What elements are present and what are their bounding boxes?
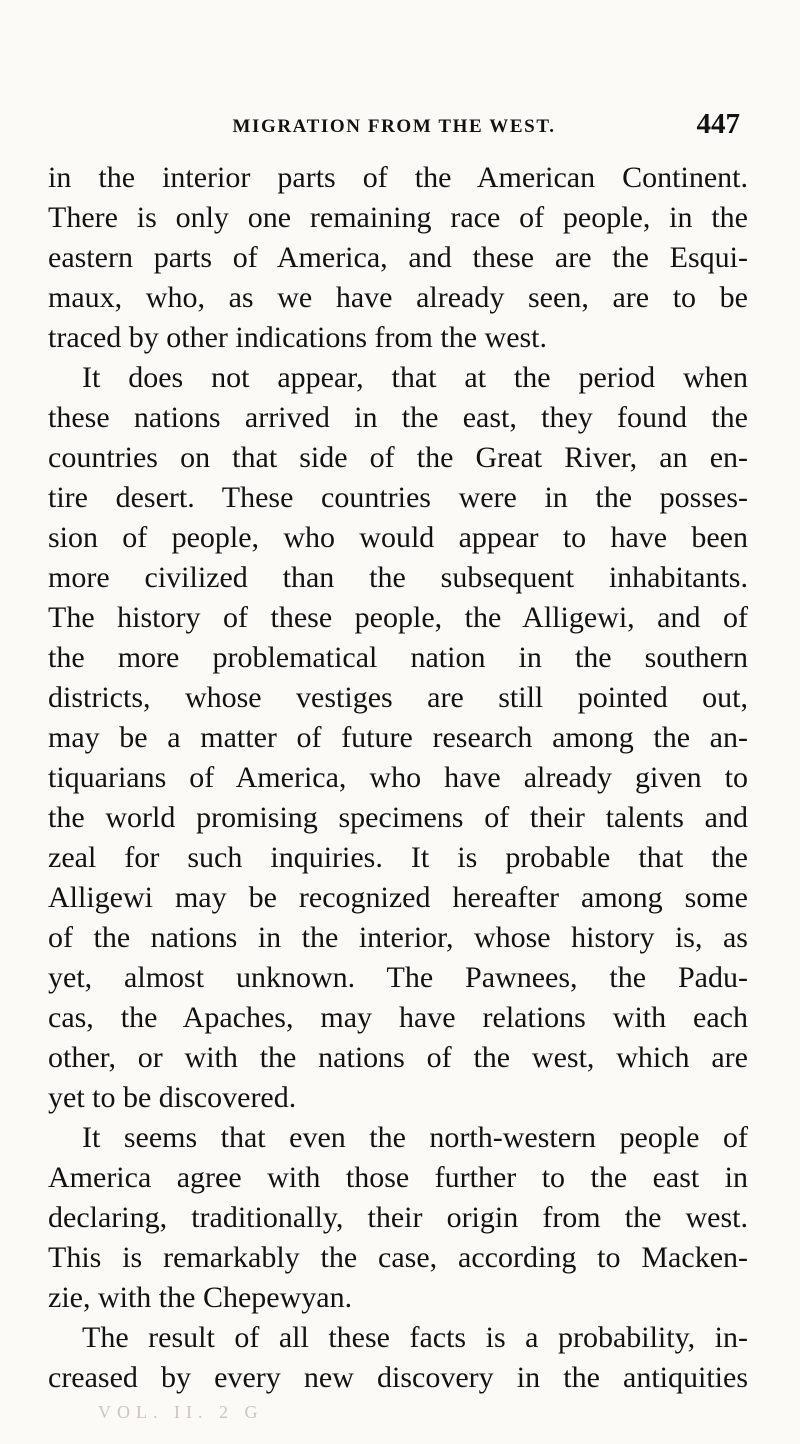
text-line: yet to be discovered. [48,1081,297,1114]
text-line: countries on that side of the Great River, an en- [48,441,748,474]
text-line: of the nations in the interior, whose history is, as [48,921,748,954]
text-line: This is remarkably the case, according to Macken- [48,1241,748,1274]
text-line: The result of all these facts is a probability, in- [82,1321,748,1354]
text-line: Alligewi may be recognized hereafter among some [48,881,748,914]
text-line: creased by every new discovery in the antiquities [48,1361,748,1394]
text-line: may be a matter of future research among the an- [48,721,748,754]
text-line: It seems that even the north-western people of [82,1121,748,1154]
text-line: eastern parts of America, and these are the Esqui- [48,241,748,274]
text-line: other, or with the nations of the west, which are [48,1041,748,1074]
text-line: traced by other indications from the west. [48,321,548,354]
page-number: 447 [696,108,740,140]
text-line: declaring, traditionally, their origin from the west. [48,1201,748,1234]
text-line: yet, almost unknown. The Pawnees, the Padu- [48,961,748,994]
text-line: zie, with the Chepewyan. [48,1281,353,1314]
text-line: sion of people, who would appear to have been [48,521,748,554]
text-line: tiquarians of America, who have already given to [48,761,748,794]
signature-mark: VOL. II. 2 G [98,1402,264,1422]
text-line: these nations arrived in the east, they found the [48,401,748,434]
text-line: There is only one remaining race of people, in the [48,201,748,234]
text-line: It does not appear, that at the period when [82,361,748,394]
text-line: more civilized than the subsequent inhabitants. [48,561,748,594]
running-title: MIGRATION FROM THE WEST. [232,116,556,137]
text-line: zeal for such inquiries. It is probable that the [48,841,748,874]
text-line: the more problematical nation in the southern [48,641,748,674]
text-line: in the interior parts of the American Continent. [48,161,748,194]
running-head [48,108,740,144]
text-line: tire desert. These countries were in the posses- [48,481,748,514]
text-line: the world promising specimens of their talents and [48,801,748,834]
text-line: maux, who, as we have already seen, are to be [48,281,748,314]
body-text [48,158,748,1398]
text-line: districts, whose vestiges are still pointed out, [48,681,748,714]
text-line: America agree with those further to the east in [48,1161,748,1194]
text-line: The history of these people, the Alligewi, and of [48,601,748,634]
text-line: cas, the Apaches, may have relations with each [48,1001,748,1034]
